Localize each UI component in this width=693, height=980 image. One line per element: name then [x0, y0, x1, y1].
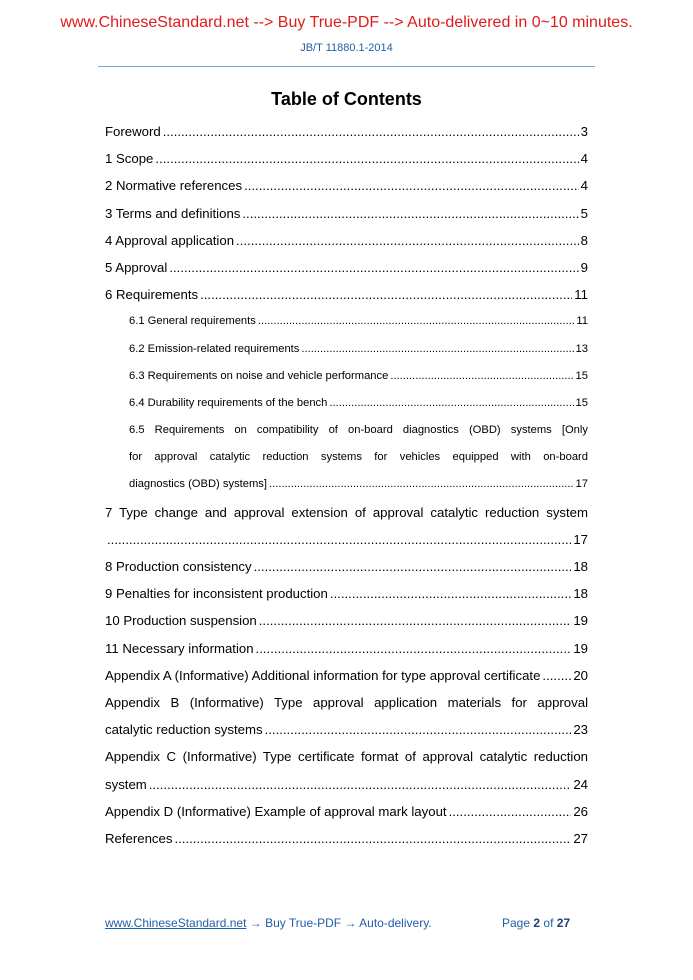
- toc-entry-title: diagnostics (OBD) systems]: [129, 478, 268, 491]
- toc-entry-title: catalytic reduction systems: [105, 722, 263, 738]
- standard-number: JB/T 11880.1-2014: [300, 42, 393, 54]
- toc-entry-appendix-c-line1[interactable]: Appendix C (Informative) Type certificate format of approval catalytic reduction: [105, 749, 588, 765]
- toc-entry-title: References: [105, 830, 173, 846]
- dot-leader: [174, 825, 571, 852]
- dot-leader: [244, 172, 579, 199]
- toc-entry-page: 3: [580, 124, 588, 139]
- current-page-number: 2: [533, 916, 541, 930]
- dot-leader: [155, 145, 578, 172]
- toc-entry-production-suspension[interactable]: [105, 607, 588, 634]
- dot-leader: [149, 771, 572, 798]
- dot-leader: [256, 635, 572, 662]
- toc-entry-obd-line1[interactable]: 6.5 Requirements on compatibility of on-board diagnostics (OBD) systems [Only: [129, 424, 588, 437]
- footer-buy-link[interactable]: Buy True-PDF: [265, 916, 342, 930]
- toc-entry-page: 15: [575, 396, 588, 409]
- toc-entry-title: 3 Terms and definitions: [105, 205, 241, 221]
- toc-entry-title: 6.4 Durability requirements of the bench: [129, 396, 328, 409]
- toc-entry-title: Appendix D (Informative) Example of approval mark layout: [105, 803, 447, 819]
- footer-links: [105, 916, 432, 930]
- toc-entry-title: Foreword: [105, 124, 161, 139]
- toc-entry-page: 19: [573, 640, 588, 656]
- toc-title: Table of Contents: [271, 89, 422, 109]
- toc-entry-page: 9: [580, 259, 588, 275]
- toc-entry-noise-performance[interactable]: [105, 363, 588, 390]
- toc-entry-page: 17: [573, 531, 588, 547]
- dot-leader: [169, 254, 578, 281]
- toc-entry-title: Appendix A (Informative) Additional information for type approval certificate: [105, 667, 541, 683]
- total-page-number: 27: [556, 916, 571, 930]
- dot-leader: [107, 526, 571, 553]
- dot-leader: [265, 716, 572, 743]
- page-word: Page: [502, 916, 531, 930]
- arrow-right-icon: →: [344, 916, 357, 930]
- toc-entry-appendix-a[interactable]: [105, 662, 588, 689]
- toc-entry-page: 11: [576, 315, 588, 328]
- table-of-contents: [105, 118, 588, 852]
- toc-entry-scope[interactable]: [105, 145, 588, 172]
- toc-entry-title: 6.3 Requirements on noise and vehicle performance: [129, 369, 389, 382]
- toc-entry-penalties[interactable]: [105, 580, 588, 607]
- toc-entry-title: 9 Penalties for inconsistent production: [105, 586, 328, 602]
- toc-entry-page: 27: [573, 830, 588, 846]
- toc-entry-page: 17: [575, 478, 588, 491]
- toc-entry-durability-bench[interactable]: [105, 390, 588, 417]
- toc-entry-title: system: [105, 776, 147, 792]
- promo-banner[interactable]: www.ChineseStandard.net --> Buy True-PDF --> Auto-delivered in 0~10 minutes.: [60, 14, 633, 31]
- toc-entry-terms-definitions[interactable]: [105, 200, 588, 227]
- toc-entry-obd-line2[interactable]: for approval catalytic reduction systems for vehicles equipped with on-board: [129, 451, 588, 464]
- toc-entry-type-change[interactable]: [105, 526, 588, 553]
- toc-entry-page: 8: [580, 232, 588, 248]
- toc-entry-title: 2 Normative references: [105, 178, 243, 194]
- toc-entry-title: 6.1 General requirements: [129, 315, 256, 328]
- dot-leader: [449, 798, 572, 825]
- dot-leader: [242, 200, 578, 227]
- toc-entry-production-consistency[interactable]: [105, 553, 588, 580]
- toc-entry-type-change-line1[interactable]: 7 Type change and approval extension of approval catalytic reduction system: [105, 504, 588, 520]
- toc-entry-approval-application[interactable]: [105, 227, 588, 254]
- toc-entry-appendix-b[interactable]: [105, 716, 588, 743]
- toc-entry-page: 4: [580, 151, 588, 167]
- page-indicator: [502, 916, 570, 930]
- toc-entry-page: 18: [573, 586, 588, 602]
- toc-entry-page: 13: [575, 342, 588, 355]
- dot-leader: [269, 471, 574, 498]
- toc-entry-page: 15: [575, 369, 588, 382]
- toc-entry-requirements[interactable]: [105, 281, 588, 308]
- toc-entry-title: 11 Necessary information: [105, 640, 254, 656]
- toc-entry-obd[interactable]: [105, 471, 588, 498]
- footer-site-link[interactable]: www.ChineseStandard.net: [105, 916, 247, 930]
- toc-entry-page: 24: [573, 776, 588, 792]
- toc-entry-page: 11: [574, 287, 588, 303]
- toc-entry-page: 19: [573, 613, 588, 629]
- toc-entry-appendix-d[interactable]: [105, 798, 588, 825]
- toc-entry-page: 18: [573, 559, 588, 575]
- toc-entry-page: 26: [573, 803, 588, 819]
- dot-leader: [330, 580, 571, 607]
- toc-entry-necessary-information[interactable]: [105, 635, 588, 662]
- arrow-right-icon: →: [249, 916, 262, 930]
- of-word: of: [543, 916, 554, 930]
- toc-entry-page: 4: [580, 178, 588, 194]
- dot-leader: [301, 336, 573, 363]
- dot-leader: [329, 390, 573, 417]
- dot-leader: [200, 281, 572, 308]
- toc-entry-approval[interactable]: [105, 254, 588, 281]
- toc-entry-page: 20: [573, 667, 588, 683]
- toc-entry-normative-references[interactable]: [105, 172, 588, 199]
- dot-leader: [258, 308, 575, 335]
- dot-leader: [254, 553, 572, 580]
- toc-entry-page: 23: [573, 722, 588, 738]
- toc-entry-title: 5 Approval: [105, 259, 168, 275]
- toc-entry-general-requirements[interactable]: [105, 308, 588, 335]
- dot-leader: [236, 227, 579, 254]
- toc-entry-title: 6.2 Emission-related requirements: [129, 342, 300, 355]
- toc-entry-references[interactable]: [105, 825, 588, 852]
- toc-entry-title: 1 Scope: [105, 151, 154, 167]
- footer-delivery-text: Auto-delivery.: [359, 916, 432, 930]
- toc-entry-title: 10 Production suspension: [105, 613, 257, 629]
- toc-entry-foreword[interactable]: [105, 118, 588, 145]
- toc-entry-title: 8 Production consistency: [105, 559, 252, 575]
- toc-entry-appendix-b-line1[interactable]: Appendix B (Informative) Type approval application materials for approval: [105, 694, 588, 710]
- toc-entry-title: 4 Approval application: [105, 232, 235, 248]
- toc-entry-title: 6 Requirements: [105, 287, 199, 303]
- toc-entry-appendix-c[interactable]: [105, 771, 588, 798]
- dot-leader: [390, 363, 573, 390]
- dot-leader: [259, 607, 572, 634]
- dot-leader: [542, 662, 571, 689]
- dot-leader: [163, 118, 579, 145]
- header-rule: [98, 66, 595, 67]
- toc-entry-page: 5: [580, 205, 588, 221]
- toc-entry-emission-requirements[interactable]: [105, 336, 588, 363]
